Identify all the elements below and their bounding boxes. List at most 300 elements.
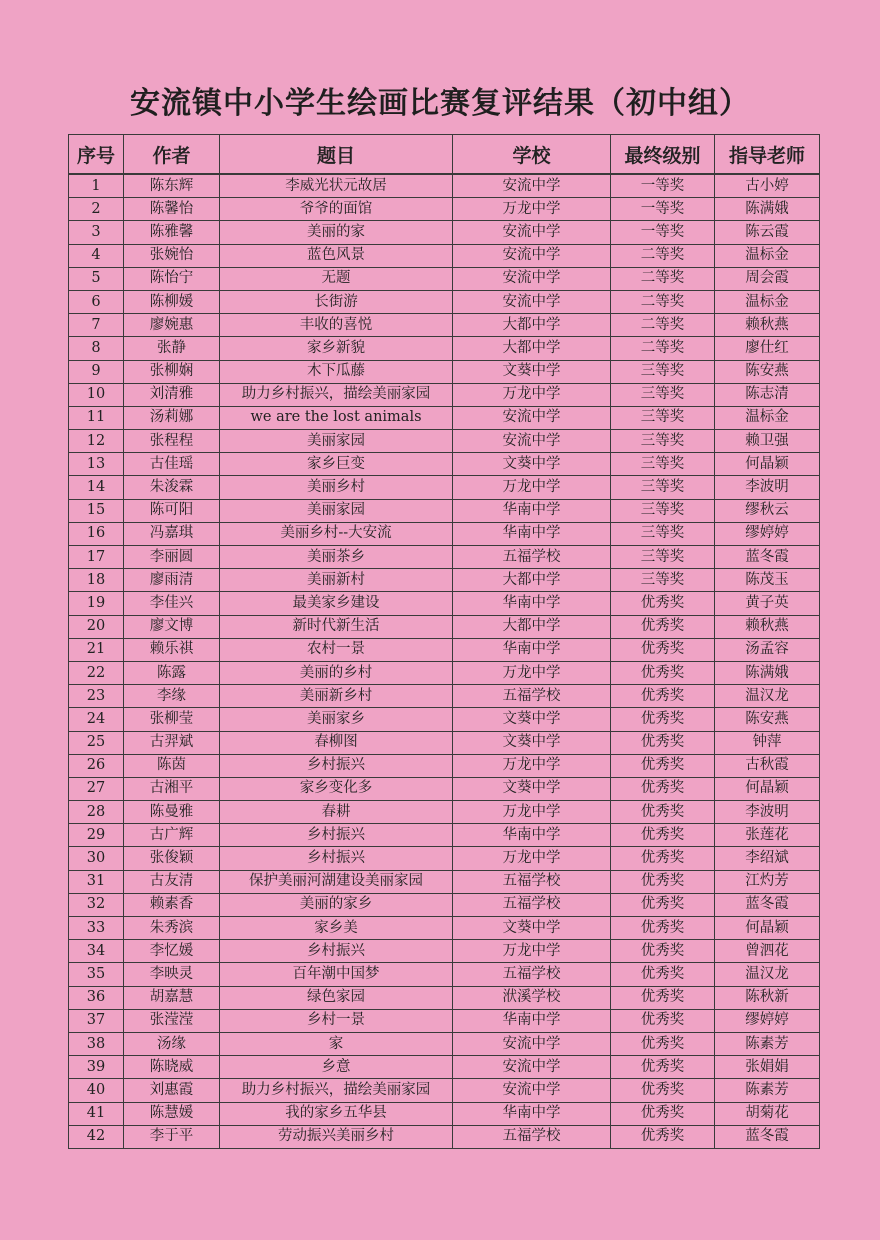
cell-teacher: 蓝冬霞 bbox=[715, 893, 820, 916]
cell-author: 李丽圆 bbox=[124, 546, 220, 569]
cell-school: 万龙中学 bbox=[453, 476, 611, 499]
cell-school: 安流中学 bbox=[453, 1079, 611, 1102]
table-row bbox=[69, 546, 820, 569]
cell-level: 优秀奖 bbox=[611, 917, 715, 940]
cell-author: 古佳瑶 bbox=[124, 453, 220, 476]
cell-teacher: 江灼芳 bbox=[715, 870, 820, 893]
table-row bbox=[69, 986, 820, 1009]
cell-level: 三等奖 bbox=[611, 383, 715, 406]
table-row bbox=[69, 360, 820, 383]
cell-teacher: 蓝冬霞 bbox=[715, 546, 820, 569]
cell-title: 无题 bbox=[220, 267, 453, 290]
cell-author: 张柳莹 bbox=[124, 708, 220, 731]
cell-title: 乡村振兴 bbox=[220, 754, 453, 777]
cell-no: 42 bbox=[69, 1125, 124, 1148]
cell-level: 一等奖 bbox=[611, 198, 715, 221]
cell-level: 三等奖 bbox=[611, 406, 715, 429]
cell-no: 39 bbox=[69, 1056, 124, 1079]
cell-school: 五福学校 bbox=[453, 893, 611, 916]
cell-author: 赖素香 bbox=[124, 893, 220, 916]
cell-author: 张滢滢 bbox=[124, 1009, 220, 1032]
cell-school: 洑溪学校 bbox=[453, 986, 611, 1009]
header-school: 学校 bbox=[453, 135, 611, 175]
cell-no: 10 bbox=[69, 383, 124, 406]
table-row bbox=[69, 499, 820, 522]
cell-school: 安流中学 bbox=[453, 406, 611, 429]
cell-title: 美丽新村 bbox=[220, 569, 453, 592]
cell-no: 29 bbox=[69, 824, 124, 847]
cell-author: 张静 bbox=[124, 337, 220, 360]
cell-title: 家 bbox=[220, 1032, 453, 1055]
cell-teacher: 陈素芳 bbox=[715, 1032, 820, 1055]
cell-no: 24 bbox=[69, 708, 124, 731]
cell-title: 美丽的家 bbox=[220, 221, 453, 244]
cell-author: 陈东辉 bbox=[124, 174, 220, 198]
cell-author: 廖雨清 bbox=[124, 569, 220, 592]
cell-no: 2 bbox=[69, 198, 124, 221]
cell-author: 张婉怡 bbox=[124, 244, 220, 267]
cell-title: 木下瓜藤 bbox=[220, 360, 453, 383]
cell-teacher: 张娟娟 bbox=[715, 1056, 820, 1079]
cell-author: 廖文博 bbox=[124, 615, 220, 638]
cell-author: 陈慧媛 bbox=[124, 1102, 220, 1125]
cell-author: 张俊颖 bbox=[124, 847, 220, 870]
cell-teacher: 李波明 bbox=[715, 476, 820, 499]
cell-school: 大都中学 bbox=[453, 337, 611, 360]
cell-level: 二等奖 bbox=[611, 314, 715, 337]
table-row bbox=[69, 314, 820, 337]
cell-school: 万龙中学 bbox=[453, 198, 611, 221]
cell-title: 丰收的喜悦 bbox=[220, 314, 453, 337]
cell-teacher: 陈满娥 bbox=[715, 198, 820, 221]
cell-level: 优秀奖 bbox=[611, 1032, 715, 1055]
cell-level: 三等奖 bbox=[611, 546, 715, 569]
cell-title: 春耕 bbox=[220, 801, 453, 824]
cell-school: 万龙中学 bbox=[453, 754, 611, 777]
cell-no: 9 bbox=[69, 360, 124, 383]
table-row bbox=[69, 592, 820, 615]
cell-no: 3 bbox=[69, 221, 124, 244]
cell-teacher: 蓝冬霞 bbox=[715, 1125, 820, 1148]
cell-no: 32 bbox=[69, 893, 124, 916]
cell-author: 陈曼雅 bbox=[124, 801, 220, 824]
cell-school: 文葵中学 bbox=[453, 731, 611, 754]
cell-teacher: 廖仕红 bbox=[715, 337, 820, 360]
table-row bbox=[69, 430, 820, 453]
table-row bbox=[69, 198, 820, 221]
cell-teacher: 赖秋燕 bbox=[715, 314, 820, 337]
table-row bbox=[69, 1056, 820, 1079]
cell-title: 家乡新貌 bbox=[220, 337, 453, 360]
table-row bbox=[69, 777, 820, 800]
cell-no: 14 bbox=[69, 476, 124, 499]
cell-school: 华南中学 bbox=[453, 499, 611, 522]
cell-teacher: 温标金 bbox=[715, 244, 820, 267]
cell-teacher: 周会霞 bbox=[715, 267, 820, 290]
cell-title: 新时代新生活 bbox=[220, 615, 453, 638]
cell-title: 美丽家园 bbox=[220, 499, 453, 522]
cell-title: 家乡变化多 bbox=[220, 777, 453, 800]
cell-no: 22 bbox=[69, 661, 124, 684]
cell-level: 二等奖 bbox=[611, 244, 715, 267]
table-row bbox=[69, 1009, 820, 1032]
cell-level: 三等奖 bbox=[611, 522, 715, 545]
table-row bbox=[69, 685, 820, 708]
table-row bbox=[69, 708, 820, 731]
cell-school: 大都中学 bbox=[453, 569, 611, 592]
cell-level: 优秀奖 bbox=[611, 893, 715, 916]
cell-teacher: 陈志清 bbox=[715, 383, 820, 406]
cell-no: 13 bbox=[69, 453, 124, 476]
table-row bbox=[69, 337, 820, 360]
cell-teacher: 温标金 bbox=[715, 406, 820, 429]
cell-title: 李威光状元故居 bbox=[220, 174, 453, 198]
cell-no: 12 bbox=[69, 430, 124, 453]
cell-school: 万龙中学 bbox=[453, 940, 611, 963]
table-row bbox=[69, 615, 820, 638]
cell-no: 31 bbox=[69, 870, 124, 893]
cell-teacher: 古小婷 bbox=[715, 174, 820, 198]
cell-school: 安流中学 bbox=[453, 290, 611, 313]
cell-no: 30 bbox=[69, 847, 124, 870]
cell-teacher: 缪婷婷 bbox=[715, 522, 820, 545]
cell-author: 陈露 bbox=[124, 661, 220, 684]
cell-title: 美丽茶乡 bbox=[220, 546, 453, 569]
table-row bbox=[69, 290, 820, 313]
table-row bbox=[69, 1079, 820, 1102]
table-row bbox=[69, 383, 820, 406]
cell-author: 廖婉惠 bbox=[124, 314, 220, 337]
cell-teacher: 赖秋燕 bbox=[715, 615, 820, 638]
cell-school: 万龙中学 bbox=[453, 801, 611, 824]
cell-school: 文葵中学 bbox=[453, 917, 611, 940]
table-row bbox=[69, 917, 820, 940]
cell-author: 陈雅馨 bbox=[124, 221, 220, 244]
cell-level: 一等奖 bbox=[611, 221, 715, 244]
cell-no: 25 bbox=[69, 731, 124, 754]
cell-level: 三等奖 bbox=[611, 476, 715, 499]
cell-teacher: 黄子英 bbox=[715, 592, 820, 615]
cell-level: 优秀奖 bbox=[611, 615, 715, 638]
cell-no: 33 bbox=[69, 917, 124, 940]
table-row bbox=[69, 824, 820, 847]
cell-teacher: 李波明 bbox=[715, 801, 820, 824]
table-row bbox=[69, 267, 820, 290]
table-row bbox=[69, 522, 820, 545]
cell-title: 助力乡村振兴，描绘美丽家园 bbox=[220, 1079, 453, 1102]
cell-title: 美丽家园 bbox=[220, 430, 453, 453]
table-row bbox=[69, 1032, 820, 1055]
cell-title: 家乡美 bbox=[220, 917, 453, 940]
cell-no: 11 bbox=[69, 406, 124, 429]
table-row bbox=[69, 569, 820, 592]
cell-teacher: 胡菊花 bbox=[715, 1102, 820, 1125]
cell-no: 36 bbox=[69, 986, 124, 1009]
cell-level: 优秀奖 bbox=[611, 986, 715, 1009]
cell-author: 刘清雅 bbox=[124, 383, 220, 406]
cell-author: 李于平 bbox=[124, 1125, 220, 1148]
cell-title: 乡村一景 bbox=[220, 1009, 453, 1032]
cell-no: 8 bbox=[69, 337, 124, 360]
cell-school: 华南中学 bbox=[453, 1102, 611, 1125]
cell-school: 五福学校 bbox=[453, 685, 611, 708]
table-row bbox=[69, 244, 820, 267]
cell-title: 爷爷的面馆 bbox=[220, 198, 453, 221]
cell-level: 一等奖 bbox=[611, 174, 715, 198]
cell-teacher: 陈安燕 bbox=[715, 708, 820, 731]
cell-title: 美丽家乡 bbox=[220, 708, 453, 731]
cell-school: 安流中学 bbox=[453, 221, 611, 244]
cell-title: 绿色家园 bbox=[220, 986, 453, 1009]
cell-author: 陈柳媛 bbox=[124, 290, 220, 313]
cell-author: 李佳兴 bbox=[124, 592, 220, 615]
cell-title: 美丽新乡村 bbox=[220, 685, 453, 708]
cell-school: 文葵中学 bbox=[453, 453, 611, 476]
cell-title: 保护美丽河湖建设美丽家园 bbox=[220, 870, 453, 893]
page-title: 安流镇中小学生绘画比赛复评结果（初中组） bbox=[130, 86, 750, 121]
cell-school: 大都中学 bbox=[453, 615, 611, 638]
cell-author: 陈茵 bbox=[124, 754, 220, 777]
header-author: 作者 bbox=[124, 135, 220, 175]
cell-teacher: 钟萍 bbox=[715, 731, 820, 754]
cell-level: 优秀奖 bbox=[611, 847, 715, 870]
cell-author: 古友清 bbox=[124, 870, 220, 893]
cell-level: 优秀奖 bbox=[611, 1009, 715, 1032]
cell-author: 汤缘 bbox=[124, 1032, 220, 1055]
cell-level: 二等奖 bbox=[611, 290, 715, 313]
cell-author: 李映灵 bbox=[124, 963, 220, 986]
cell-level: 三等奖 bbox=[611, 360, 715, 383]
results-table bbox=[68, 134, 820, 1149]
table-row bbox=[69, 406, 820, 429]
cell-title: 乡村振兴 bbox=[220, 847, 453, 870]
cell-level: 二等奖 bbox=[611, 337, 715, 360]
cell-school: 五福学校 bbox=[453, 546, 611, 569]
cell-level: 优秀奖 bbox=[611, 638, 715, 661]
cell-school: 大都中学 bbox=[453, 314, 611, 337]
header-no: 序号 bbox=[69, 135, 124, 175]
table-body bbox=[69, 174, 820, 1148]
cell-school: 华南中学 bbox=[453, 638, 611, 661]
cell-title: 美丽乡村--大安流 bbox=[220, 522, 453, 545]
header-teacher: 指导老师 bbox=[715, 135, 820, 175]
cell-school: 安流中学 bbox=[453, 1056, 611, 1079]
cell-author: 朱浚霖 bbox=[124, 476, 220, 499]
cell-teacher: 赖卫强 bbox=[715, 430, 820, 453]
cell-school: 文葵中学 bbox=[453, 360, 611, 383]
cell-author: 古广辉 bbox=[124, 824, 220, 847]
cell-teacher: 温汉龙 bbox=[715, 685, 820, 708]
cell-no: 21 bbox=[69, 638, 124, 661]
cell-teacher: 陈安燕 bbox=[715, 360, 820, 383]
cell-school: 万龙中学 bbox=[453, 847, 611, 870]
table-row bbox=[69, 476, 820, 499]
cell-school: 五福学校 bbox=[453, 1125, 611, 1148]
cell-title: 家乡巨变 bbox=[220, 453, 453, 476]
cell-teacher: 古秋霞 bbox=[715, 754, 820, 777]
cell-no: 1 bbox=[69, 174, 124, 198]
cell-author: 张柳娴 bbox=[124, 360, 220, 383]
cell-no: 15 bbox=[69, 499, 124, 522]
cell-level: 优秀奖 bbox=[611, 963, 715, 986]
cell-title: 蓝色风景 bbox=[220, 244, 453, 267]
cell-school: 安流中学 bbox=[453, 1032, 611, 1055]
cell-title: 乡意 bbox=[220, 1056, 453, 1079]
table-row bbox=[69, 661, 820, 684]
cell-title: 最美家乡建设 bbox=[220, 592, 453, 615]
cell-title: 乡村振兴 bbox=[220, 824, 453, 847]
cell-title: 春柳图 bbox=[220, 731, 453, 754]
cell-title: 美丽的家乡 bbox=[220, 893, 453, 916]
cell-level: 三等奖 bbox=[611, 430, 715, 453]
cell-level: 优秀奖 bbox=[611, 708, 715, 731]
cell-school: 安流中学 bbox=[453, 174, 611, 198]
cell-title: 百年潮中国梦 bbox=[220, 963, 453, 986]
cell-teacher: 缪秋云 bbox=[715, 499, 820, 522]
cell-teacher: 李绍斌 bbox=[715, 847, 820, 870]
cell-teacher: 陈满娥 bbox=[715, 661, 820, 684]
cell-teacher: 何晶颖 bbox=[715, 453, 820, 476]
cell-author: 陈馨怡 bbox=[124, 198, 220, 221]
table-row bbox=[69, 174, 820, 198]
cell-no: 27 bbox=[69, 777, 124, 800]
cell-title: 乡村振兴 bbox=[220, 940, 453, 963]
cell-level: 三等奖 bbox=[611, 499, 715, 522]
cell-author: 汤莉娜 bbox=[124, 406, 220, 429]
cell-title: 我的家乡五华县 bbox=[220, 1102, 453, 1125]
cell-author: 冯嘉琪 bbox=[124, 522, 220, 545]
cell-school: 文葵中学 bbox=[453, 777, 611, 800]
cell-author: 李忆媛 bbox=[124, 940, 220, 963]
cell-level: 优秀奖 bbox=[611, 661, 715, 684]
cell-no: 16 bbox=[69, 522, 124, 545]
cell-no: 4 bbox=[69, 244, 124, 267]
cell-no: 28 bbox=[69, 801, 124, 824]
cell-teacher: 张莲花 bbox=[715, 824, 820, 847]
cell-teacher: 陈云霞 bbox=[715, 221, 820, 244]
cell-title: we are the lost animals bbox=[220, 406, 453, 429]
cell-author: 朱秀滨 bbox=[124, 917, 220, 940]
cell-no: 38 bbox=[69, 1032, 124, 1055]
cell-level: 优秀奖 bbox=[611, 685, 715, 708]
table-row bbox=[69, 638, 820, 661]
cell-level: 优秀奖 bbox=[611, 754, 715, 777]
cell-author: 古羿斌 bbox=[124, 731, 220, 754]
cell-level: 优秀奖 bbox=[611, 731, 715, 754]
cell-teacher: 何晶颖 bbox=[715, 777, 820, 800]
table-row bbox=[69, 731, 820, 754]
cell-author: 陈晓威 bbox=[124, 1056, 220, 1079]
cell-no: 34 bbox=[69, 940, 124, 963]
cell-level: 三等奖 bbox=[611, 453, 715, 476]
cell-teacher: 曾泗花 bbox=[715, 940, 820, 963]
table-row bbox=[69, 453, 820, 476]
cell-no: 26 bbox=[69, 754, 124, 777]
cell-school: 万龙中学 bbox=[453, 661, 611, 684]
cell-level: 优秀奖 bbox=[611, 1125, 715, 1148]
cell-no: 5 bbox=[69, 267, 124, 290]
cell-teacher: 何晶颖 bbox=[715, 917, 820, 940]
header-title: 题目 bbox=[220, 135, 453, 175]
cell-teacher: 缪婷婷 bbox=[715, 1009, 820, 1032]
cell-level: 优秀奖 bbox=[611, 592, 715, 615]
cell-school: 文葵中学 bbox=[453, 708, 611, 731]
cell-teacher: 陈秋新 bbox=[715, 986, 820, 1009]
cell-author: 李缘 bbox=[124, 685, 220, 708]
cell-title: 长街游 bbox=[220, 290, 453, 313]
cell-title: 劳动振兴美丽乡村 bbox=[220, 1125, 453, 1148]
table-row bbox=[69, 801, 820, 824]
cell-level: 优秀奖 bbox=[611, 777, 715, 800]
cell-title: 美丽的乡村 bbox=[220, 661, 453, 684]
cell-school: 华南中学 bbox=[453, 592, 611, 615]
table-row bbox=[69, 221, 820, 244]
cell-level: 二等奖 bbox=[611, 267, 715, 290]
cell-no: 40 bbox=[69, 1079, 124, 1102]
cell-author: 张程程 bbox=[124, 430, 220, 453]
cell-school: 安流中学 bbox=[453, 244, 611, 267]
cell-level: 优秀奖 bbox=[611, 1102, 715, 1125]
cell-school: 华南中学 bbox=[453, 824, 611, 847]
table-row bbox=[69, 754, 820, 777]
cell-school: 安流中学 bbox=[453, 430, 611, 453]
table-row bbox=[69, 940, 820, 963]
cell-title: 美丽乡村 bbox=[220, 476, 453, 499]
cell-author: 刘惠霞 bbox=[124, 1079, 220, 1102]
table-row bbox=[69, 893, 820, 916]
cell-no: 23 bbox=[69, 685, 124, 708]
table-header-row bbox=[69, 135, 820, 175]
cell-no: 7 bbox=[69, 314, 124, 337]
cell-school: 万龙中学 bbox=[453, 383, 611, 406]
cell-title: 助力乡村振兴，描绘美丽家园 bbox=[220, 383, 453, 406]
cell-level: 三等奖 bbox=[611, 569, 715, 592]
cell-level: 优秀奖 bbox=[611, 1079, 715, 1102]
cell-no: 19 bbox=[69, 592, 124, 615]
cell-teacher: 温标金 bbox=[715, 290, 820, 313]
cell-no: 41 bbox=[69, 1102, 124, 1125]
cell-author: 陈可阳 bbox=[124, 499, 220, 522]
table-row bbox=[69, 847, 820, 870]
cell-teacher: 陈素芳 bbox=[715, 1079, 820, 1102]
cell-no: 37 bbox=[69, 1009, 124, 1032]
cell-title: 农村一景 bbox=[220, 638, 453, 661]
cell-no: 20 bbox=[69, 615, 124, 638]
cell-no: 17 bbox=[69, 546, 124, 569]
cell-school: 安流中学 bbox=[453, 267, 611, 290]
cell-author: 陈怡宁 bbox=[124, 267, 220, 290]
table-row bbox=[69, 1102, 820, 1125]
cell-level: 优秀奖 bbox=[611, 940, 715, 963]
cell-no: 6 bbox=[69, 290, 124, 313]
cell-no: 18 bbox=[69, 569, 124, 592]
table-row bbox=[69, 870, 820, 893]
cell-level: 优秀奖 bbox=[611, 824, 715, 847]
table-row bbox=[69, 1125, 820, 1148]
cell-no: 35 bbox=[69, 963, 124, 986]
cell-teacher: 温汉龙 bbox=[715, 963, 820, 986]
table-row bbox=[69, 963, 820, 986]
cell-school: 五福学校 bbox=[453, 870, 611, 893]
cell-author: 赖乐祺 bbox=[124, 638, 220, 661]
cell-teacher: 陈茂玉 bbox=[715, 569, 820, 592]
cell-school: 五福学校 bbox=[453, 963, 611, 986]
cell-school: 华南中学 bbox=[453, 1009, 611, 1032]
cell-teacher: 汤孟容 bbox=[715, 638, 820, 661]
header-level: 最终级别 bbox=[611, 135, 715, 175]
cell-author: 古湘平 bbox=[124, 777, 220, 800]
cell-author: 胡嘉慧 bbox=[124, 986, 220, 1009]
